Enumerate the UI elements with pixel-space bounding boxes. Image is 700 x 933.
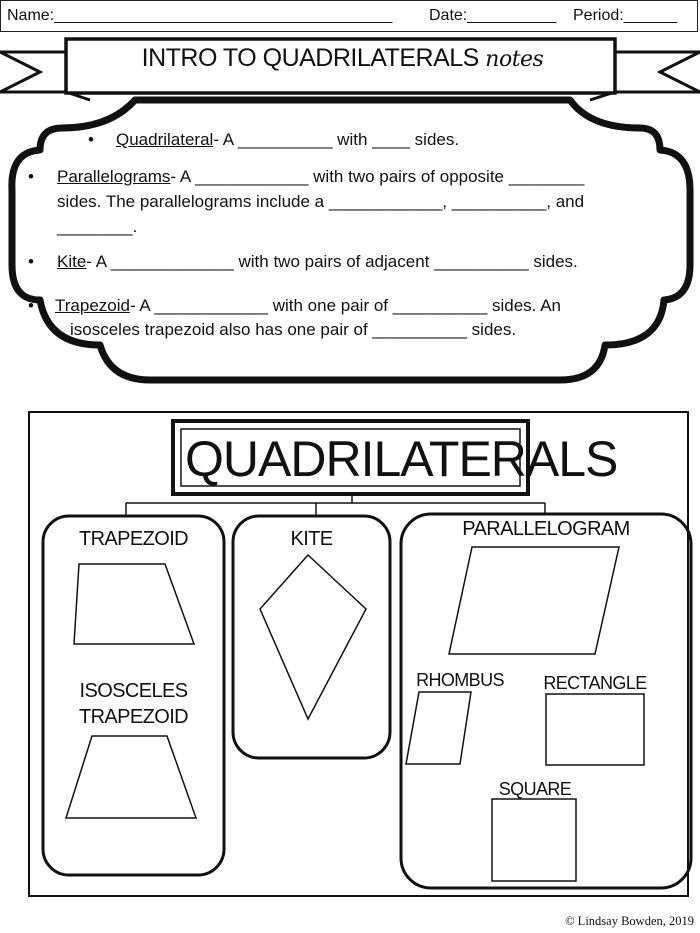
- label-kite: KITE: [290, 528, 333, 550]
- note-parallelograms: Parallelograms- A ____________ with two pairs of opposite ________: [57, 167, 585, 186]
- note-parallelograms-line2: sides. The parallelograms include a ____________, __________, and: [57, 192, 585, 211]
- diagram-title: QUADRILATERALS: [185, 431, 618, 487]
- label-rhombus: RHOMBUS: [416, 670, 504, 690]
- bullet-marker: •: [28, 252, 34, 271]
- note-kite: Kite- A _____________ with two pairs of adjacent __________ sides.: [57, 252, 578, 271]
- isosceles-trapezoid-shape: [66, 736, 196, 818]
- rectangle-shape: [546, 694, 644, 765]
- note-quadrilateral: Quadrilateral- A __________ with ____ sides.: [116, 130, 460, 149]
- rhombus-shape: [406, 692, 471, 764]
- copyright: © Lindsay Bowden, 2019: [565, 914, 694, 928]
- note-trapezoid: Trapezoid- A ____________ with one pair of __________ sides. An: [55, 296, 561, 315]
- label-isosceles-trapezoid: ISOSCELES TRAPEZOID: [78, 680, 189, 728]
- bullet-marker: •: [28, 296, 34, 315]
- kite-box: [233, 516, 390, 758]
- period-field[interactable]: Period:______: [573, 7, 678, 24]
- term-parallelograms: Parallelograms: [57, 167, 171, 186]
- term-kite: Kite: [57, 252, 87, 271]
- date-field[interactable]: Date:__________: [429, 7, 557, 24]
- kite-shape: [260, 555, 366, 719]
- name-field[interactable]: Name:______________________________________: [7, 7, 393, 24]
- banner-left-ribbon: [0, 52, 66, 92]
- banner-right-ribbon: [615, 52, 700, 92]
- label-parallelogram: PARALLELOGRAM: [462, 518, 630, 540]
- note-trapezoid-line2: isosceles trapezoid also has one pair of __________ sides.: [70, 320, 517, 339]
- term-trapezoid: Trapezoid: [55, 296, 130, 315]
- note-parallelograms-line3: ________.: [57, 217, 138, 236]
- label-square: SQUARE: [498, 779, 572, 799]
- title-suffix: notes: [485, 47, 544, 72]
- term-quadrilateral: Quadrilateral: [116, 130, 214, 149]
- label-rectangle: RECTANGLE: [543, 673, 647, 693]
- bullet-marker: •: [28, 167, 34, 186]
- bullet-marker: •: [88, 130, 94, 149]
- label-trapezoid: TRAPEZOID: [78, 528, 189, 550]
- trapezoid-shape: [74, 564, 194, 644]
- page-title: INTRO TO QUADRILATERALS notes: [141, 44, 544, 72]
- parallelogram-shape: [449, 547, 619, 654]
- square-shape: [492, 799, 576, 881]
